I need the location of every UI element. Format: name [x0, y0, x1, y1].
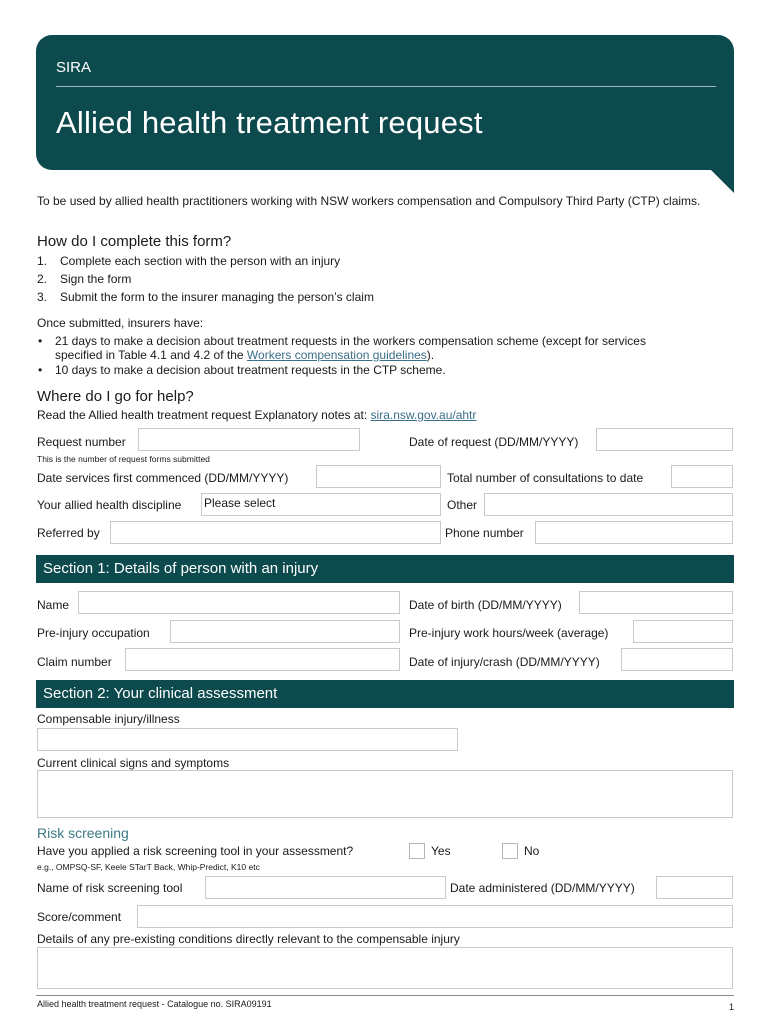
risk-no-checkbox[interactable] — [502, 843, 518, 859]
compensable-injury-label: Compensable injury/illness — [37, 712, 180, 726]
dob-input[interactable] — [579, 591, 733, 614]
compensable-injury-input[interactable] — [37, 728, 458, 751]
date-administered-label: Date administered (DD/MM/YYYY) — [450, 881, 635, 895]
date-of-injury-input[interactable] — [621, 648, 733, 671]
date-commenced-label: Date services first commenced (DD/MM/YYYY) — [37, 471, 289, 485]
discipline-label: Your allied health discipline — [37, 498, 182, 512]
referred-by-input[interactable] — [110, 521, 441, 544]
name-label: Name — [37, 598, 70, 612]
bullet-text-part: specified in Table 4.1 and 4.2 of the — [55, 348, 247, 362]
header-banner — [36, 35, 734, 170]
tool-name-label: Name of risk screening tool — [37, 881, 183, 895]
org-name: SIRA — [56, 59, 92, 76]
help-heading: Where do I go for help? — [37, 388, 194, 405]
page-number: 1 — [728, 1002, 734, 1012]
total-consultations-label: Total number of consultations to date — [447, 471, 644, 485]
pre-existing-textarea[interactable] — [37, 947, 733, 989]
help-text — [37, 408, 476, 423]
discipline-select[interactable]: Please select — [201, 493, 441, 516]
claim-number-label: Claim number — [37, 655, 112, 669]
intro-text: To be used by allied health practitioners working with NSW workers compensation and Compulsory Third Party (CTP) claims. — [37, 194, 701, 208]
yes-label: Yes — [431, 844, 451, 858]
pre-existing-label: Details of any pre-existing conditions directly relevant to the compensable injury — [37, 932, 460, 946]
risk-screening-heading: Risk screening — [37, 825, 129, 841]
risk-question-label: Have you applied a risk screening tool in your assessment? — [37, 844, 354, 858]
step-number: 1. — [37, 254, 48, 268]
footer-divider — [36, 995, 734, 996]
claim-number-input[interactable] — [125, 648, 400, 671]
no-label: No — [524, 844, 540, 858]
bullet-text-continued — [55, 348, 434, 363]
date-of-request-label: Date of request (DD/MM/YYYY) — [409, 435, 579, 449]
bullet-icon: • — [38, 334, 43, 348]
bullet-text: 21 days to make a decision about treatment requests in the workers compensation scheme (except for services — [55, 334, 646, 348]
step-number: 2. — [37, 272, 48, 286]
clinical-signs-label: Current clinical signs and symptoms — [37, 756, 230, 770]
help-text-label: Read the Allied health treatment request Explanatory notes at: — [37, 408, 371, 422]
occupation-label: Pre-injury occupation — [37, 626, 150, 640]
tool-name-input[interactable] — [205, 876, 446, 899]
other-label: Other — [447, 498, 478, 512]
request-number-label: Request number — [37, 435, 126, 449]
how-to-heading: How do I complete this form? — [37, 233, 232, 250]
phone-input[interactable] — [535, 521, 733, 544]
score-label: Score/comment — [37, 910, 122, 924]
page-title: Allied health treatment request — [56, 105, 483, 140]
total-consultations-input[interactable] — [671, 465, 733, 488]
date-administered-input[interactable] — [656, 876, 733, 899]
explanatory-notes-link[interactable]: sira.nsw.gov.au/ahtr — [370, 408, 477, 422]
guidelines-link[interactable]: Workers compensation guidelines — [246, 348, 427, 362]
occupation-input[interactable] — [170, 620, 400, 643]
bullet-text-end: ). — [426, 348, 435, 362]
date-commenced-input[interactable] — [316, 465, 441, 488]
bullet-icon: • — [38, 363, 43, 377]
footer-catalogue: Allied health treatment request - Catalogue no. SIRA09191 — [37, 999, 272, 1009]
work-hours-label: Pre-injury work hours/week (average) — [409, 626, 609, 640]
step-text: Sign the form — [60, 272, 132, 286]
once-submitted-text: Once submitted, insurers have: — [37, 316, 204, 330]
section-2-header: Section 2: Your clinical assessment — [36, 680, 734, 708]
other-discipline-input[interactable] — [484, 493, 733, 516]
name-input[interactable] — [78, 591, 400, 614]
step-text: Complete each section with the person with an injury — [60, 254, 341, 268]
score-input[interactable] — [137, 905, 733, 928]
step-number: 3. — [37, 290, 48, 304]
work-hours-input[interactable] — [633, 620, 733, 643]
phone-label: Phone number — [445, 526, 524, 540]
header-tail-decoration — [706, 165, 734, 193]
request-number-input[interactable] — [138, 428, 360, 451]
date-of-injury-label: Date of injury/crash (DD/MM/YYYY) — [409, 655, 600, 669]
risk-examples-hint: e.g., OMPSQ-SF, Keele STarT Back, Whip-Predict, K10 etc — [37, 862, 260, 872]
section-1-header: Section 1: Details of person with an injury — [36, 555, 734, 583]
referred-by-label: Referred by — [37, 526, 100, 540]
risk-yes-checkbox[interactable] — [409, 843, 425, 859]
step-text: Submit the form to the insurer managing the person’s claim — [60, 290, 374, 304]
request-number-hint: This is the number of request forms submitted — [37, 454, 210, 464]
header-divider — [56, 86, 716, 87]
bullet-text: 10 days to make a decision about treatment requests in the CTP scheme. — [55, 363, 446, 377]
dob-label: Date of birth (DD/MM/YYYY) — [409, 598, 562, 612]
date-of-request-input[interactable] — [596, 428, 733, 451]
clinical-signs-textarea[interactable] — [37, 770, 733, 818]
